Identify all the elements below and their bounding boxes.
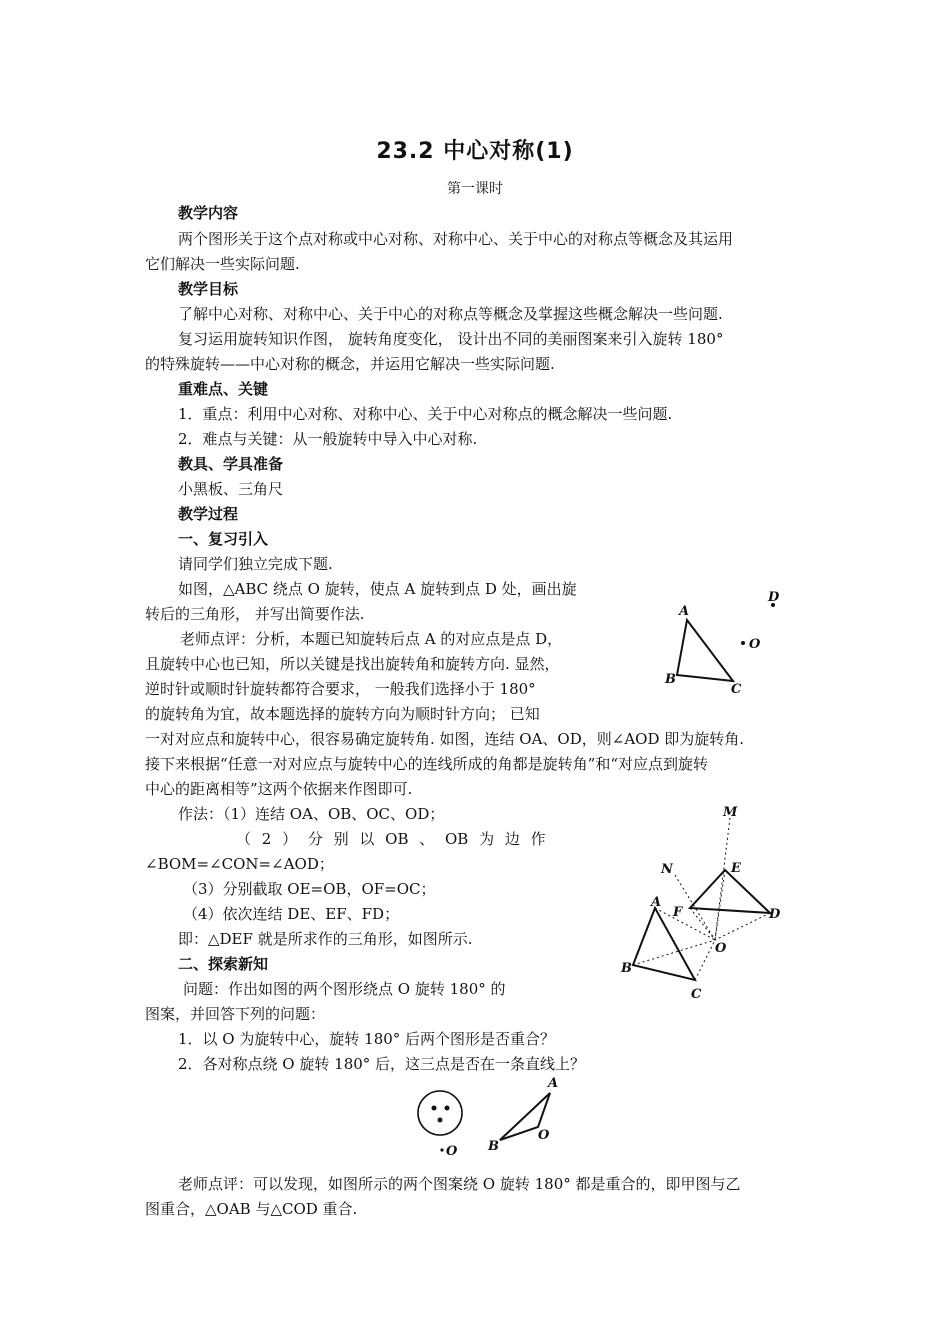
review-paragraph-line: 且旋转中心也已知，所以关键是找出旋转角和旋转方向. 显然， xyxy=(145,655,560,673)
content-paragraph-line: 它们解决一些实际问题. xyxy=(145,255,300,273)
triangle-abc xyxy=(677,620,733,681)
content-paragraph-line: 两个图形关于这个点对称或中心对称、对称中心、关于中心的对称点等概念及其运用 xyxy=(178,230,734,248)
process-heading: 教学过程 xyxy=(178,505,239,523)
method-step: 即：△DEF 就是所求作的三角形，如图所示. xyxy=(178,930,473,948)
circle-dot xyxy=(432,1106,437,1111)
label-a: A xyxy=(651,895,662,910)
explore-heading: 二、探索新知 xyxy=(178,955,269,973)
explore-paragraph-line: 1．以 O 为旋转中心，旋转 180° 后两个图形是否重合？ xyxy=(178,1030,556,1048)
label-o: O xyxy=(538,1128,550,1143)
triangle-def xyxy=(690,870,770,913)
label-e: E xyxy=(731,861,741,876)
triangle-abc xyxy=(633,908,695,980)
label-d: D xyxy=(769,907,781,922)
label-b: B xyxy=(621,961,632,976)
label-b: B xyxy=(488,1139,499,1154)
circle-dot xyxy=(445,1106,450,1111)
figure-symmetry-patterns xyxy=(410,1075,570,1160)
goals-paragraph-line: 复习运用旋转知识作图， 旋转角度变化， 设计出不同的美丽图案来引入旋转 180° xyxy=(178,330,724,348)
explore-paragraph-line: 问题：作出如图的两个图形绕点 O 旋转 180° 的 xyxy=(183,980,506,998)
method-step: （ 2 ） 分 别 以 OB 、 OB 为 边 作 xyxy=(236,830,546,848)
goals-paragraph-line: 的特殊旋转——中心对称的概念，并运用它解决一些实际问题. xyxy=(145,355,555,373)
label-o: O xyxy=(749,637,761,652)
key-paragraph-line: 2．难点与关键：从一般旋转中导入中心对称. xyxy=(178,430,478,448)
key-heading: 重难点、关键 xyxy=(178,380,269,398)
label-o: O xyxy=(446,1144,458,1159)
content-heading: 教学内容 xyxy=(178,204,239,222)
label-c: C xyxy=(731,682,742,697)
review-heading: 一、复习引入 xyxy=(178,530,269,548)
label-m: M xyxy=(723,805,738,820)
comment-paragraph-line: 图重合，△OAB 与△COD 重合. xyxy=(145,1200,358,1218)
review-paragraph-line: 如图，△ABC 绕点 O 旋转，使点 A 旋转到点 D 处，画出旋 xyxy=(178,580,577,598)
label-a: A xyxy=(679,604,690,619)
point-o xyxy=(741,641,745,645)
review-paragraph-line: 老师点评：分析，本题已知旋转后点 A 的对应点是点 D， xyxy=(180,630,563,648)
key-paragraph-line: 1．重点：利用中心对称、对称中心、关于中心对称点的概念解决一些问题. xyxy=(178,405,673,423)
label-n: N xyxy=(661,862,673,877)
review-paragraph-line: 转后的三角形， 并写出简要作法. xyxy=(145,605,365,623)
point-o xyxy=(440,1148,443,1151)
explore-paragraph-line: 图案，并回答下列的问题： xyxy=(145,1005,326,1023)
figure-rotation-construction xyxy=(615,800,795,1005)
page-subtitle: 第一课时 xyxy=(447,181,503,197)
label-o: O xyxy=(715,941,727,956)
review-paragraph-line: 一对对应点和旋转中心，很容易确定旋转角. 如图，连结 OA、OD，则∠AOD 即为旋转角. xyxy=(145,730,745,748)
circle-pattern xyxy=(418,1091,462,1135)
review-paragraph-line: 逆时针或顺时针旋转都符合要求， 一般我们选择小于 180° xyxy=(145,680,536,698)
page-title: 23.2 中心对称(1) xyxy=(376,139,574,164)
segment-oc xyxy=(695,940,715,980)
segment-of xyxy=(690,908,715,940)
label-c: C xyxy=(691,987,702,1002)
circle-dot xyxy=(438,1118,443,1123)
goals-paragraph-line: 了解中心对称、对称中心、关于中心的对称点等概念及掌握这些概念解决一些问题. xyxy=(178,305,723,323)
method-step: ∠BOM=∠CON=∠AOD； xyxy=(145,855,334,873)
method-step: （4）依次连结 DE、EF、FD； xyxy=(183,905,400,923)
label-f: F xyxy=(673,905,683,920)
method-step: 作法：（1）连结 OA、OB、OC、OD； xyxy=(178,805,445,823)
goals-heading: 教学目标 xyxy=(178,280,239,298)
review-paragraph-line: 的旋转角为宜，故本题选择的旋转方向为顺时针方向； 已知 xyxy=(145,705,540,723)
explore-paragraph-line: 2．各对称点绕 O 旋转 180° 后，这三点是否在一条直线上？ xyxy=(178,1055,586,1073)
figure-triangle-abc xyxy=(655,585,795,700)
label-a: A xyxy=(548,1076,559,1091)
tools-paragraph-line: 小黑板、三角尺 xyxy=(178,480,284,498)
review-paragraph-line: 中心的距离相等”这两个依据来作图即可. xyxy=(145,780,413,798)
label-b: B xyxy=(665,672,676,687)
tools-heading: 教具、学具准备 xyxy=(178,455,284,473)
label-d: D xyxy=(768,590,780,605)
review-paragraph-line: 接下来根据“任意一对对应点与旋转中心的连线所成的角都是旋转角”和“对应点到旋转 xyxy=(145,755,709,773)
comment-paragraph-line: 老师点评：可以发现，如图所示的两个图案绕 O 旋转 180° 都是重合的，即甲图与乙 xyxy=(178,1175,741,1193)
method-step: （3）分别截取 OE=OB，OF=OC； xyxy=(183,880,436,898)
segment-od xyxy=(715,913,770,940)
review-paragraph-line: 请同学们独立完成下题. xyxy=(178,555,333,573)
